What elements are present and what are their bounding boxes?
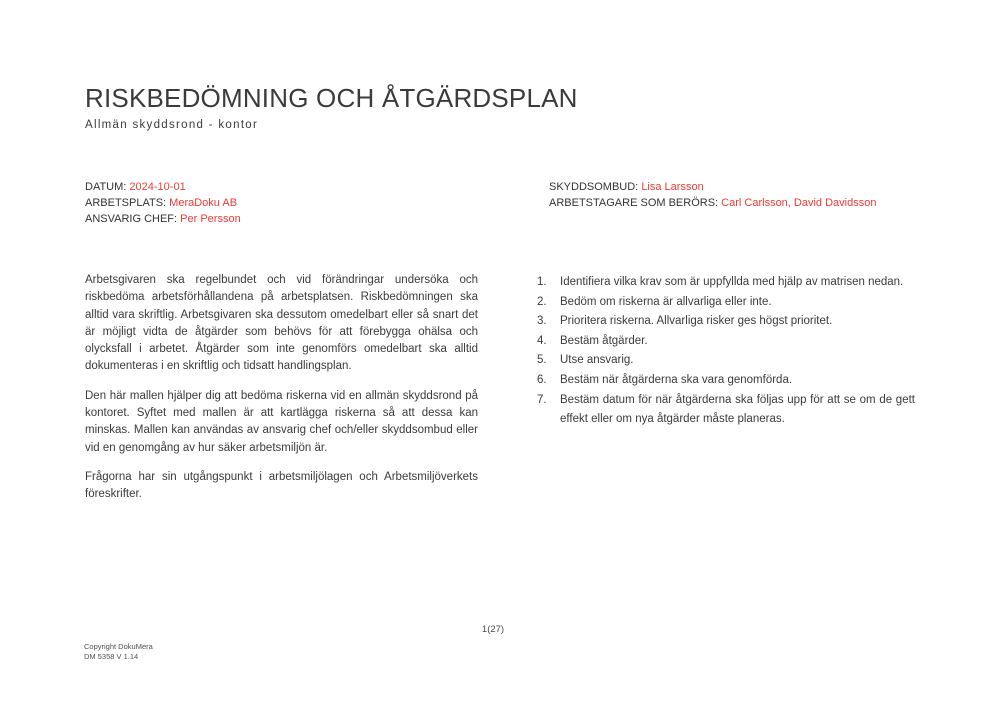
instruction-number: 7. bbox=[537, 393, 547, 406]
fields-right-column bbox=[549, 179, 876, 211]
field-skyddsombud-label: SKYDDSOMBUD: bbox=[549, 181, 639, 193]
field-ansvarig-chef bbox=[85, 211, 241, 227]
fields-left-column bbox=[85, 179, 241, 227]
instruction-number: 1. bbox=[537, 276, 547, 288]
field-datum bbox=[85, 179, 241, 195]
field-arbetstagare-label: ARBETSTAGARE SOM BERÖRS: bbox=[549, 197, 719, 209]
instruction-number: 5. bbox=[537, 354, 547, 367]
instruction-text: Utse ansvarig. bbox=[560, 354, 634, 367]
field-ansvarig-chef-value: Per Persson bbox=[180, 213, 241, 225]
instruction-item bbox=[537, 371, 915, 391]
instruction-text: Prioritera riskerna. Allvarliga risker ges högst prioritet. bbox=[560, 315, 833, 328]
field-skyddsombud bbox=[549, 179, 876, 195]
field-datum-value: 2024-10-01 bbox=[129, 181, 186, 193]
instruction-item bbox=[537, 391, 915, 430]
field-arbetstagare-value: Carl Carlsson, David Davidsson bbox=[721, 197, 877, 209]
intro-paragraph: Den här mallen hjälper dig att bedöma riskerna vid en allmän skyddsrond på kontoret. Syftet med mallen är att kartlägga riskerna så att dessa kan minskas. Mallen kan användas av ansvarig chef och/eller skyddsombud eller vid en genomgång av hur säker arbetsmiljön är. bbox=[85, 389, 478, 454]
instruction-number: 4. bbox=[537, 334, 547, 347]
instruction-item bbox=[537, 293, 915, 313]
footer-doc-id: DM 5358 V 1.14 bbox=[84, 651, 139, 661]
intro-text-column bbox=[85, 272, 478, 516]
instruction-number: 3. bbox=[537, 315, 547, 328]
field-arbetsplats-value: MeraDoku AB bbox=[169, 197, 238, 209]
intro-paragraph: Frågorna har sin utgångspunkt i arbetsmiljölagen och Arbetsmiljöverkets föreskrifter. bbox=[85, 470, 478, 501]
page-title: RISKBEDÖMNING OCH ÅTGÄRDSPLAN bbox=[85, 83, 578, 113]
footer-copyright: Copyright DokuMera bbox=[84, 642, 153, 651]
field-arbetstagare bbox=[549, 195, 876, 211]
instruction-number: 6. bbox=[537, 373, 547, 386]
document-header bbox=[85, 84, 578, 131]
page-subtitle: Allmän skyddsrond - kontor bbox=[85, 118, 259, 131]
instructions-list bbox=[537, 273, 915, 430]
field-datum-label: DATUM: bbox=[85, 181, 127, 193]
instruction-text: Bedöm om riskerna är allvarliga eller inte. bbox=[560, 295, 772, 308]
instruction-text: Bestäm datum för när åtgärderna ska följas upp för att se om de gett effekt eller om nya åtgärder måste planeras. bbox=[560, 393, 915, 426]
instruction-text: Identifiera vilka krav som är uppfyllda med hjälp av matrisen nedan. bbox=[560, 276, 904, 288]
instruction-text: Bestäm när åtgärderna ska vara genomförda. bbox=[560, 373, 793, 386]
intro-paragraph: Arbetsgivaren ska regelbundet och vid förändringar undersöka och riskbedöma arbetsförhållandena på arbetsplatsen. Riskbedömningen ska alltid vara skriftlig. Arbetsgivaren ska dessutom omedelbart eller så snart det är möjligt vidta de åtgärder som behövs för att förebygga ohälsa och olycksfall i arbetet. Åtgärder som inte genomförs omedelbart ska alltid dokumenteras i en skriftlig och tidsatt handlingsplan. bbox=[85, 274, 478, 373]
instruction-number: 2. bbox=[537, 295, 547, 308]
field-ansvarig-chef-label: ANSVARIG CHEF: bbox=[85, 213, 178, 225]
field-arbetsplats bbox=[85, 195, 241, 211]
instruction-text: Bestäm åtgärder. bbox=[560, 334, 648, 347]
instruction-item bbox=[537, 351, 915, 371]
instruction-item bbox=[537, 312, 915, 332]
instruction-item bbox=[537, 332, 915, 352]
instruction-item bbox=[537, 273, 915, 293]
field-arbetsplats-label: ARBETSPLATS: bbox=[85, 197, 167, 209]
field-skyddsombud-value: Lisa Larsson bbox=[641, 181, 704, 193]
page-number: 1(27) bbox=[481, 624, 505, 635]
document-footer bbox=[84, 642, 153, 661]
